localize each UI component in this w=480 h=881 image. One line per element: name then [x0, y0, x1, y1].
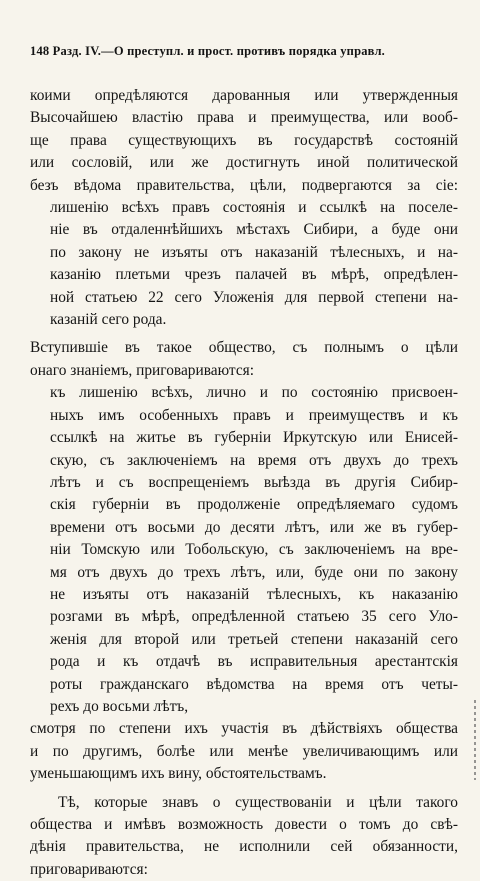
text-line: ной статьею 22 сего Уложенія для первой степени на- [50, 288, 458, 306]
text-line: Тѣ, которые знавъ о существованіи и цѣли такого [58, 793, 458, 811]
text-line: рода и къ отдачѣ въ исправительныя арестантскія [50, 653, 458, 671]
text-line: ніи Томскую или Тобольскую, съ заключеніемъ на вре- [50, 541, 458, 559]
text-line: приговариваются: [30, 860, 148, 878]
text-line: коими опредѣляются дарованныя или утвержденныя [30, 87, 458, 104]
text-line: къ лишенію всѣхъ, лично и по состоянію присвоен- [50, 384, 458, 402]
paragraph-1 [30, 85, 458, 197]
paragraph-3 [30, 718, 458, 785]
text-line: онаго знаніемъ, приговариваются: [30, 361, 255, 379]
text-line: женія для второй или третьей степени наказаній сего [50, 630, 458, 648]
text-line: ніе въ отдаленнѣйшихъ мѣстахъ Сибири, а буде они [50, 221, 458, 239]
text-line: розгами въ мѣрѣ, опредѣленной статьею 35 сего Уло- [50, 608, 458, 626]
penalty-block-2 [30, 382, 458, 718]
text-line: ссылкѣ на житье въ губерніи Иркутскую или Енисей- [50, 429, 458, 447]
text-line: Высочайшею властію права и преимущества, или вооб- [30, 109, 458, 127]
text-line: общества и имѣвъ возможность довести о томъ до свѣ- [30, 816, 458, 833]
text-line: по закону не изъяты отъ наказаній тѣлесныхъ, и на- [50, 243, 458, 261]
text-line: мя отъ двухъ до трехъ лѣтъ, или, буде они по закону [50, 563, 458, 581]
margin-pencil-mark [474, 700, 476, 780]
text-line: дѣнія правительства, не исполнили сей обязанности, [30, 838, 458, 856]
text-line: казанію плетьми чрезъ палачей въ мѣрѣ, опредѣлен- [50, 266, 458, 284]
text-line: безъ вѣдома правительства, цѣли, подвергаются за сіе: [30, 176, 458, 194]
text-line: ныхъ имъ особенныхъ правъ и преимуществъ и къ [50, 406, 458, 424]
text-line: уменьшающимъ ихъ вину, обстоятельствамъ. [30, 765, 327, 783]
text-line: казаній сего рода. [50, 311, 167, 329]
text-line: не изъяты отъ наказаній тѣлесныхъ, къ наказанію [50, 585, 458, 603]
text-line: скую, съ заключеніемъ на время отъ двухъ до трехъ [50, 451, 458, 469]
text-line: времени отъ восьми до десяти лѣтъ, или же въ губер- [50, 518, 458, 536]
text-line: ще права существующихъ въ государствѣ состояній [30, 131, 458, 149]
text-line: лѣтъ и съ воспрещеніемъ выѣзда въ другія Сибир- [50, 473, 458, 491]
text-line: скія губерніи въ продолженіе опредѣляемаго судомъ [50, 496, 458, 514]
text-line: или сословій, или же достигнуть иной политической [30, 154, 458, 172]
text-line: роты гражданскаго вѣдомства на время отъ четы- [50, 675, 458, 693]
text-line: лишенію всѣхъ правъ состоянія и ссылкѣ на поселе- [50, 199, 458, 217]
text-line: рехъ до восьми лѣтъ, [50, 697, 189, 715]
running-head: 148 Разд. IV.—О преступл. и прост. противъ порядка управл. [30, 44, 385, 58]
text-line: Вступившіе въ такое общество, съ полнымъ о цѣли [30, 339, 458, 357]
paragraph-2 [30, 337, 458, 382]
penalty-block-1 [30, 197, 458, 331]
paragraph-4 [30, 792, 458, 881]
text-line: смотря по степени ихъ участія въ дѣйствіяхъ общества [30, 720, 458, 738]
text-line: и по другимъ, болѣе или менѣе увеличивающимъ или [30, 742, 458, 760]
